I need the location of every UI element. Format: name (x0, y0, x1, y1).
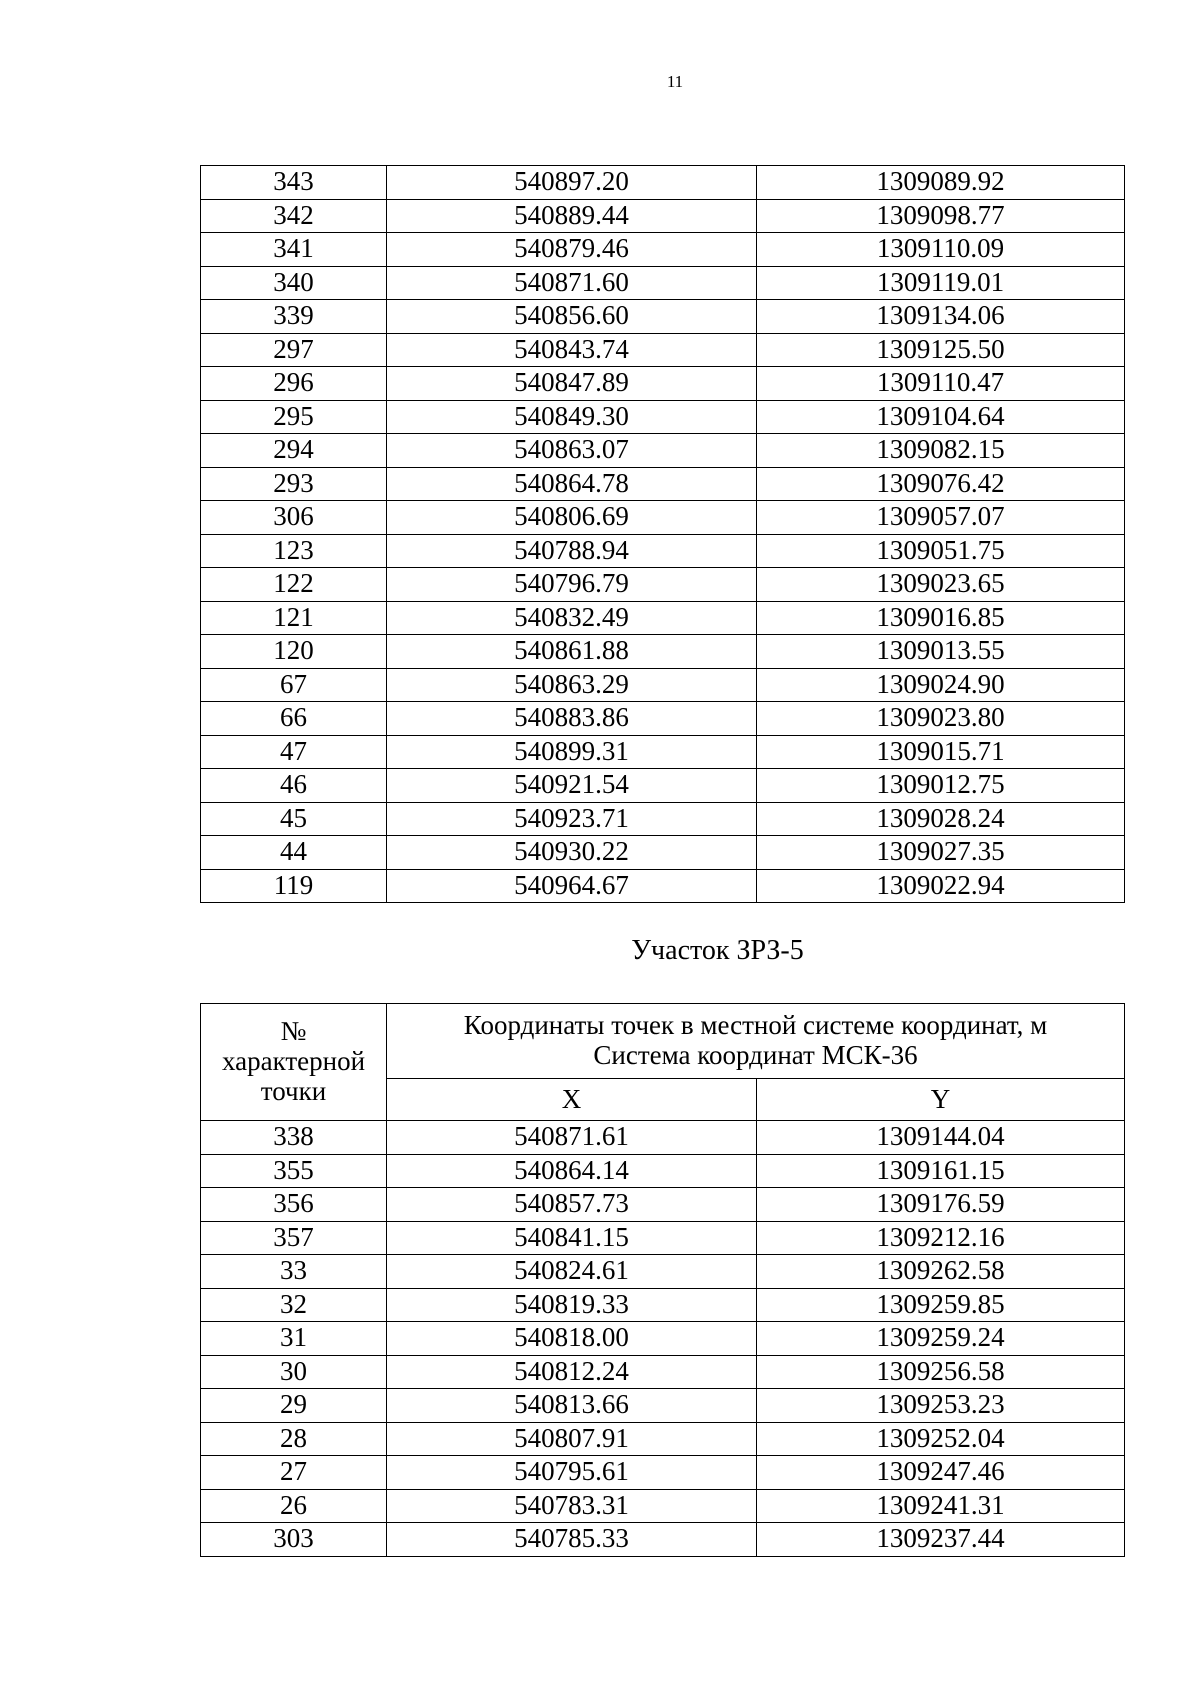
point-number-cell: 297 (201, 333, 387, 367)
y-coordinate-cell: 1309241.31 (757, 1489, 1125, 1523)
table-row (201, 635, 1125, 669)
table-row (201, 1422, 1125, 1456)
x-coordinate-cell: 540964.67 (387, 869, 757, 903)
x-coordinate-cell: 540783.31 (387, 1489, 757, 1523)
point-number-cell: 293 (201, 467, 387, 501)
coordinates-table-zrz5 (200, 1003, 1125, 1557)
y-coordinate-cell: 1309237.44 (757, 1523, 1125, 1557)
coordinates-table-continued (200, 165, 1125, 903)
x-coordinate-cell: 540856.60 (387, 300, 757, 334)
table-row (201, 467, 1125, 501)
table-body (201, 166, 1125, 903)
point-number-cell: 123 (201, 534, 387, 568)
y-coordinate-cell: 1309247.46 (757, 1456, 1125, 1490)
point-number-cell: 32 (201, 1288, 387, 1322)
table-row (201, 1121, 1125, 1155)
table-row (201, 1255, 1125, 1289)
y-coordinate-cell: 1309256.58 (757, 1355, 1125, 1389)
y-coordinate-cell: 1309057.07 (757, 501, 1125, 535)
table-row (201, 769, 1125, 803)
point-number-cell: 294 (201, 434, 387, 468)
table-row (201, 534, 1125, 568)
y-coordinate-cell: 1309110.09 (757, 233, 1125, 267)
table-row (201, 735, 1125, 769)
point-number-cell: 120 (201, 635, 387, 669)
x-coordinate-cell: 540857.73 (387, 1188, 757, 1222)
table-row (201, 501, 1125, 535)
y-coordinate-cell: 1309259.85 (757, 1288, 1125, 1322)
point-number-cell: 30 (201, 1355, 387, 1389)
point-number-cell: 33 (201, 1255, 387, 1289)
x-coordinate-cell: 540818.00 (387, 1322, 757, 1356)
x-coordinate-cell: 540841.15 (387, 1221, 757, 1255)
point-number-cell: 338 (201, 1121, 387, 1155)
x-coordinate-cell: 540861.88 (387, 635, 757, 669)
x-coordinate-cell: 540849.30 (387, 400, 757, 434)
point-number-cell: 122 (201, 568, 387, 602)
y-coordinate-cell: 1309082.15 (757, 434, 1125, 468)
y-coordinate-cell: 1309161.15 (757, 1154, 1125, 1188)
coordinates-header-line2: Система координат МСК-36 (593, 1040, 918, 1070)
point-number-cell: 31 (201, 1322, 387, 1356)
point-number-header (201, 1004, 387, 1121)
point-number-cell: 66 (201, 702, 387, 736)
point-number-cell: 295 (201, 400, 387, 434)
table-row (201, 668, 1125, 702)
table-row (201, 1322, 1125, 1356)
x-coordinate-cell: 540863.07 (387, 434, 757, 468)
y-coordinate-cell: 1309023.80 (757, 702, 1125, 736)
table-row (201, 802, 1125, 836)
point-number-header-line1: № (280, 1016, 307, 1047)
x-coordinate-cell: 540889.44 (387, 199, 757, 233)
table-row (201, 1154, 1125, 1188)
x-coordinate-cell: 540788.94 (387, 534, 757, 568)
x-coordinate-cell: 540930.22 (387, 836, 757, 870)
point-number-cell: 339 (201, 300, 387, 334)
table-row (201, 1355, 1125, 1389)
table-row (201, 1221, 1125, 1255)
y-coordinate-cell: 1309024.90 (757, 668, 1125, 702)
y-coordinate-cell: 1309015.71 (757, 735, 1125, 769)
y-coordinate-cell: 1309022.94 (757, 869, 1125, 903)
y-coordinate-cell: 1309098.77 (757, 199, 1125, 233)
y-coordinate-cell: 1309134.06 (757, 300, 1125, 334)
y-coordinate-cell: 1309252.04 (757, 1422, 1125, 1456)
point-number-cell: 340 (201, 266, 387, 300)
point-number-cell: 46 (201, 769, 387, 803)
section-title: Участок ЗРЗ-5 (631, 935, 804, 966)
y-coordinate-cell: 1309051.75 (757, 534, 1125, 568)
point-number-cell: 121 (201, 601, 387, 635)
point-number-cell: 356 (201, 1188, 387, 1222)
x-coordinate-cell: 540863.29 (387, 668, 757, 702)
table-row (201, 1456, 1125, 1490)
point-number-cell: 341 (201, 233, 387, 267)
table-row (201, 367, 1125, 401)
point-number-cell: 26 (201, 1489, 387, 1523)
y-coordinate-cell: 1309089.92 (757, 166, 1125, 200)
y-coordinate-cell: 1309253.23 (757, 1389, 1125, 1423)
x-coordinate-cell: 540807.91 (387, 1422, 757, 1456)
x-coordinate-cell: 540806.69 (387, 501, 757, 535)
x-coordinate-cell: 540812.24 (387, 1355, 757, 1389)
point-number-cell: 342 (201, 199, 387, 233)
table-row (201, 333, 1125, 367)
x-coordinate-cell: 540832.49 (387, 601, 757, 635)
table-row (201, 1188, 1125, 1222)
point-number-cell: 303 (201, 1523, 387, 1557)
table-row (201, 1489, 1125, 1523)
table-row (201, 199, 1125, 233)
table-body (201, 1121, 1125, 1557)
point-number-cell: 27 (201, 1456, 387, 1490)
point-number-cell: 355 (201, 1154, 387, 1188)
table-row (201, 1288, 1125, 1322)
x-coordinate-cell: 540864.14 (387, 1154, 757, 1188)
y-coordinate-cell: 1309104.64 (757, 400, 1125, 434)
table-row (201, 266, 1125, 300)
x-coordinate-cell: 540897.20 (387, 166, 757, 200)
page-number: 11 (666, 72, 684, 91)
header-row (201, 1004, 1125, 1079)
x-coordinate-cell: 540819.33 (387, 1288, 757, 1322)
table-row (201, 1523, 1125, 1557)
y-coordinate-cell: 1309259.24 (757, 1322, 1125, 1356)
x-coordinate-cell: 540864.78 (387, 467, 757, 501)
x-coordinate-cell: 540871.60 (387, 266, 757, 300)
table-row (201, 434, 1125, 468)
y-coordinate-cell: 1309125.50 (757, 333, 1125, 367)
x-coordinate-cell: 540879.46 (387, 233, 757, 267)
y-column-header: Y (757, 1079, 1125, 1121)
coordinates-header-line1: Координаты точек в местной системе координат, м (463, 1010, 1048, 1041)
x-coordinate-cell: 540843.74 (387, 333, 757, 367)
y-coordinate-cell: 1309013.55 (757, 635, 1125, 669)
x-coordinate-cell: 540921.54 (387, 769, 757, 803)
y-coordinate-cell: 1309119.01 (757, 266, 1125, 300)
x-coordinate-cell: 540813.66 (387, 1389, 757, 1423)
point-number-cell: 29 (201, 1389, 387, 1423)
table-row (201, 836, 1125, 870)
table-row (201, 400, 1125, 434)
table-row (201, 869, 1125, 903)
table-row (201, 233, 1125, 267)
point-number-cell: 306 (201, 501, 387, 535)
table-header (201, 1004, 1125, 1121)
x-coordinate-cell: 540899.31 (387, 735, 757, 769)
table-row (201, 601, 1125, 635)
point-number-cell: 343 (201, 166, 387, 200)
coordinates-header (387, 1004, 1125, 1079)
x-coordinate-cell: 540883.86 (387, 702, 757, 736)
y-coordinate-cell: 1309176.59 (757, 1188, 1125, 1222)
y-coordinate-cell: 1309023.65 (757, 568, 1125, 602)
y-coordinate-cell: 1309016.85 (757, 601, 1125, 635)
y-coordinate-cell: 1309212.16 (757, 1221, 1125, 1255)
y-coordinate-cell: 1309028.24 (757, 802, 1125, 836)
x-coordinate-cell: 540923.71 (387, 802, 757, 836)
y-coordinate-cell: 1309012.75 (757, 769, 1125, 803)
point-number-cell: 47 (201, 735, 387, 769)
table-row (201, 702, 1125, 736)
point-number-header-line2: характерной (221, 1046, 366, 1077)
x-coordinate-cell: 540824.61 (387, 1255, 757, 1289)
y-coordinate-cell: 1309262.58 (757, 1255, 1125, 1289)
x-coordinate-cell: 540785.33 (387, 1523, 757, 1557)
y-coordinate-cell: 1309110.47 (757, 367, 1125, 401)
point-number-cell: 45 (201, 802, 387, 836)
y-coordinate-cell: 1309076.42 (757, 467, 1125, 501)
point-number-cell: 357 (201, 1221, 387, 1255)
point-number-header-line3: точки (260, 1075, 327, 1106)
x-coordinate-cell: 540795.61 (387, 1456, 757, 1490)
table-row (201, 166, 1125, 200)
table-row (201, 1389, 1125, 1423)
y-coordinate-cell: 1309144.04 (757, 1121, 1125, 1155)
point-number-cell: 67 (201, 668, 387, 702)
table-row (201, 568, 1125, 602)
table-row (201, 300, 1125, 334)
x-coordinate-cell: 540871.61 (387, 1121, 757, 1155)
point-number-cell: 119 (201, 869, 387, 903)
point-number-cell: 44 (201, 836, 387, 870)
point-number-cell: 28 (201, 1422, 387, 1456)
x-coordinate-cell: 540847.89 (387, 367, 757, 401)
y-coordinate-cell: 1309027.35 (757, 836, 1125, 870)
point-number-cell: 296 (201, 367, 387, 401)
x-column-header: X (387, 1079, 757, 1121)
x-coordinate-cell: 540796.79 (387, 568, 757, 602)
